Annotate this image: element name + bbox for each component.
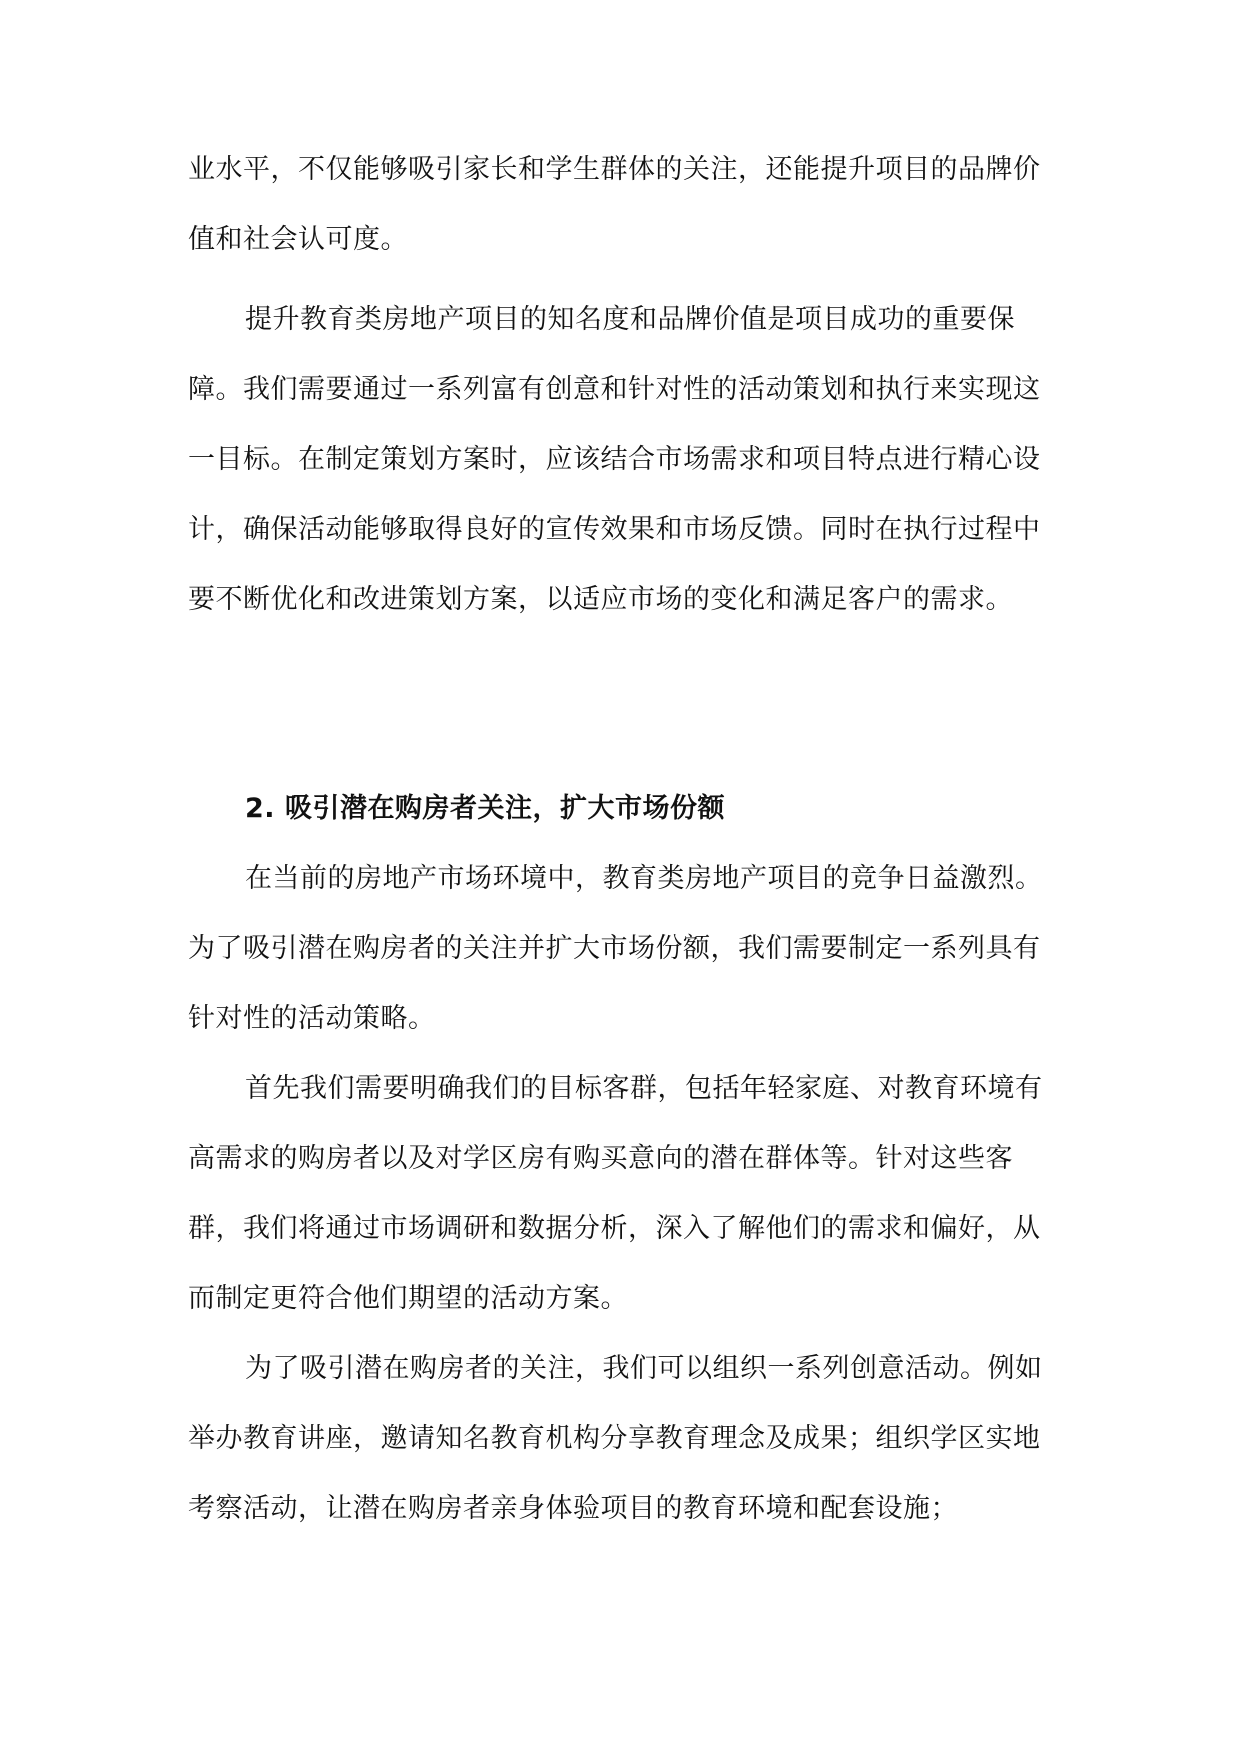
paragraph-creative-activities: 为了吸引潜在购房者的关注，我们可以组织一系列创意活动。例如举办教育讲座，邀请知名教育机构分享教育理念及成果；组织学区实地考察活动，让潜在购房者亲身体验项目的教育环境和配套设施； <box>188 1353 1043 1524</box>
text-block-section-2 <box>188 774 1060 1544</box>
section-heading: 2. 吸引潜在购房者关注，扩大市场份额 <box>245 793 725 824</box>
continuation-paragraph: 业水平，不仅能够吸引家长和学生群体的关注，还能提升项目的品牌价值和社会认可度。 <box>188 154 1041 255</box>
text-block-middle <box>188 285 1060 635</box>
paragraph-market-competition: 在当前的房地产市场环境中，教育类房地产项目的竞争日益激烈。为了吸引潜在购房者的关注并扩大市场份额，我们需要制定一系列具有针对性的活动策略。 <box>188 863 1043 1034</box>
paragraph-brand-value: 提升教育类房地产项目的知名度和品牌价值是项目成功的重要保障。我们需要通过一系列富有创意和针对性的活动策划和执行来实现这一目标。在制定策划方案时，应该结合市场需求和项目特点进行精心设计，确保活动能够取得良好的宣传效果和市场反馈。同时在执行过程中要不断优化和改进策划方案，以适应市场的变化和满足客户的需求。 <box>188 304 1041 615</box>
paragraph-target-customers: 首先我们需要明确我们的目标客群，包括年轻家庭、对教育环境有高需求的购房者以及对学区房有购买意向的潜在群体等。针对这些客群，我们将通过市场调研和数据分析，深入了解他们的需求和偏好，从而制定更符合他们期望的活动方案。 <box>188 1073 1043 1314</box>
text-block-top <box>188 135 1060 275</box>
